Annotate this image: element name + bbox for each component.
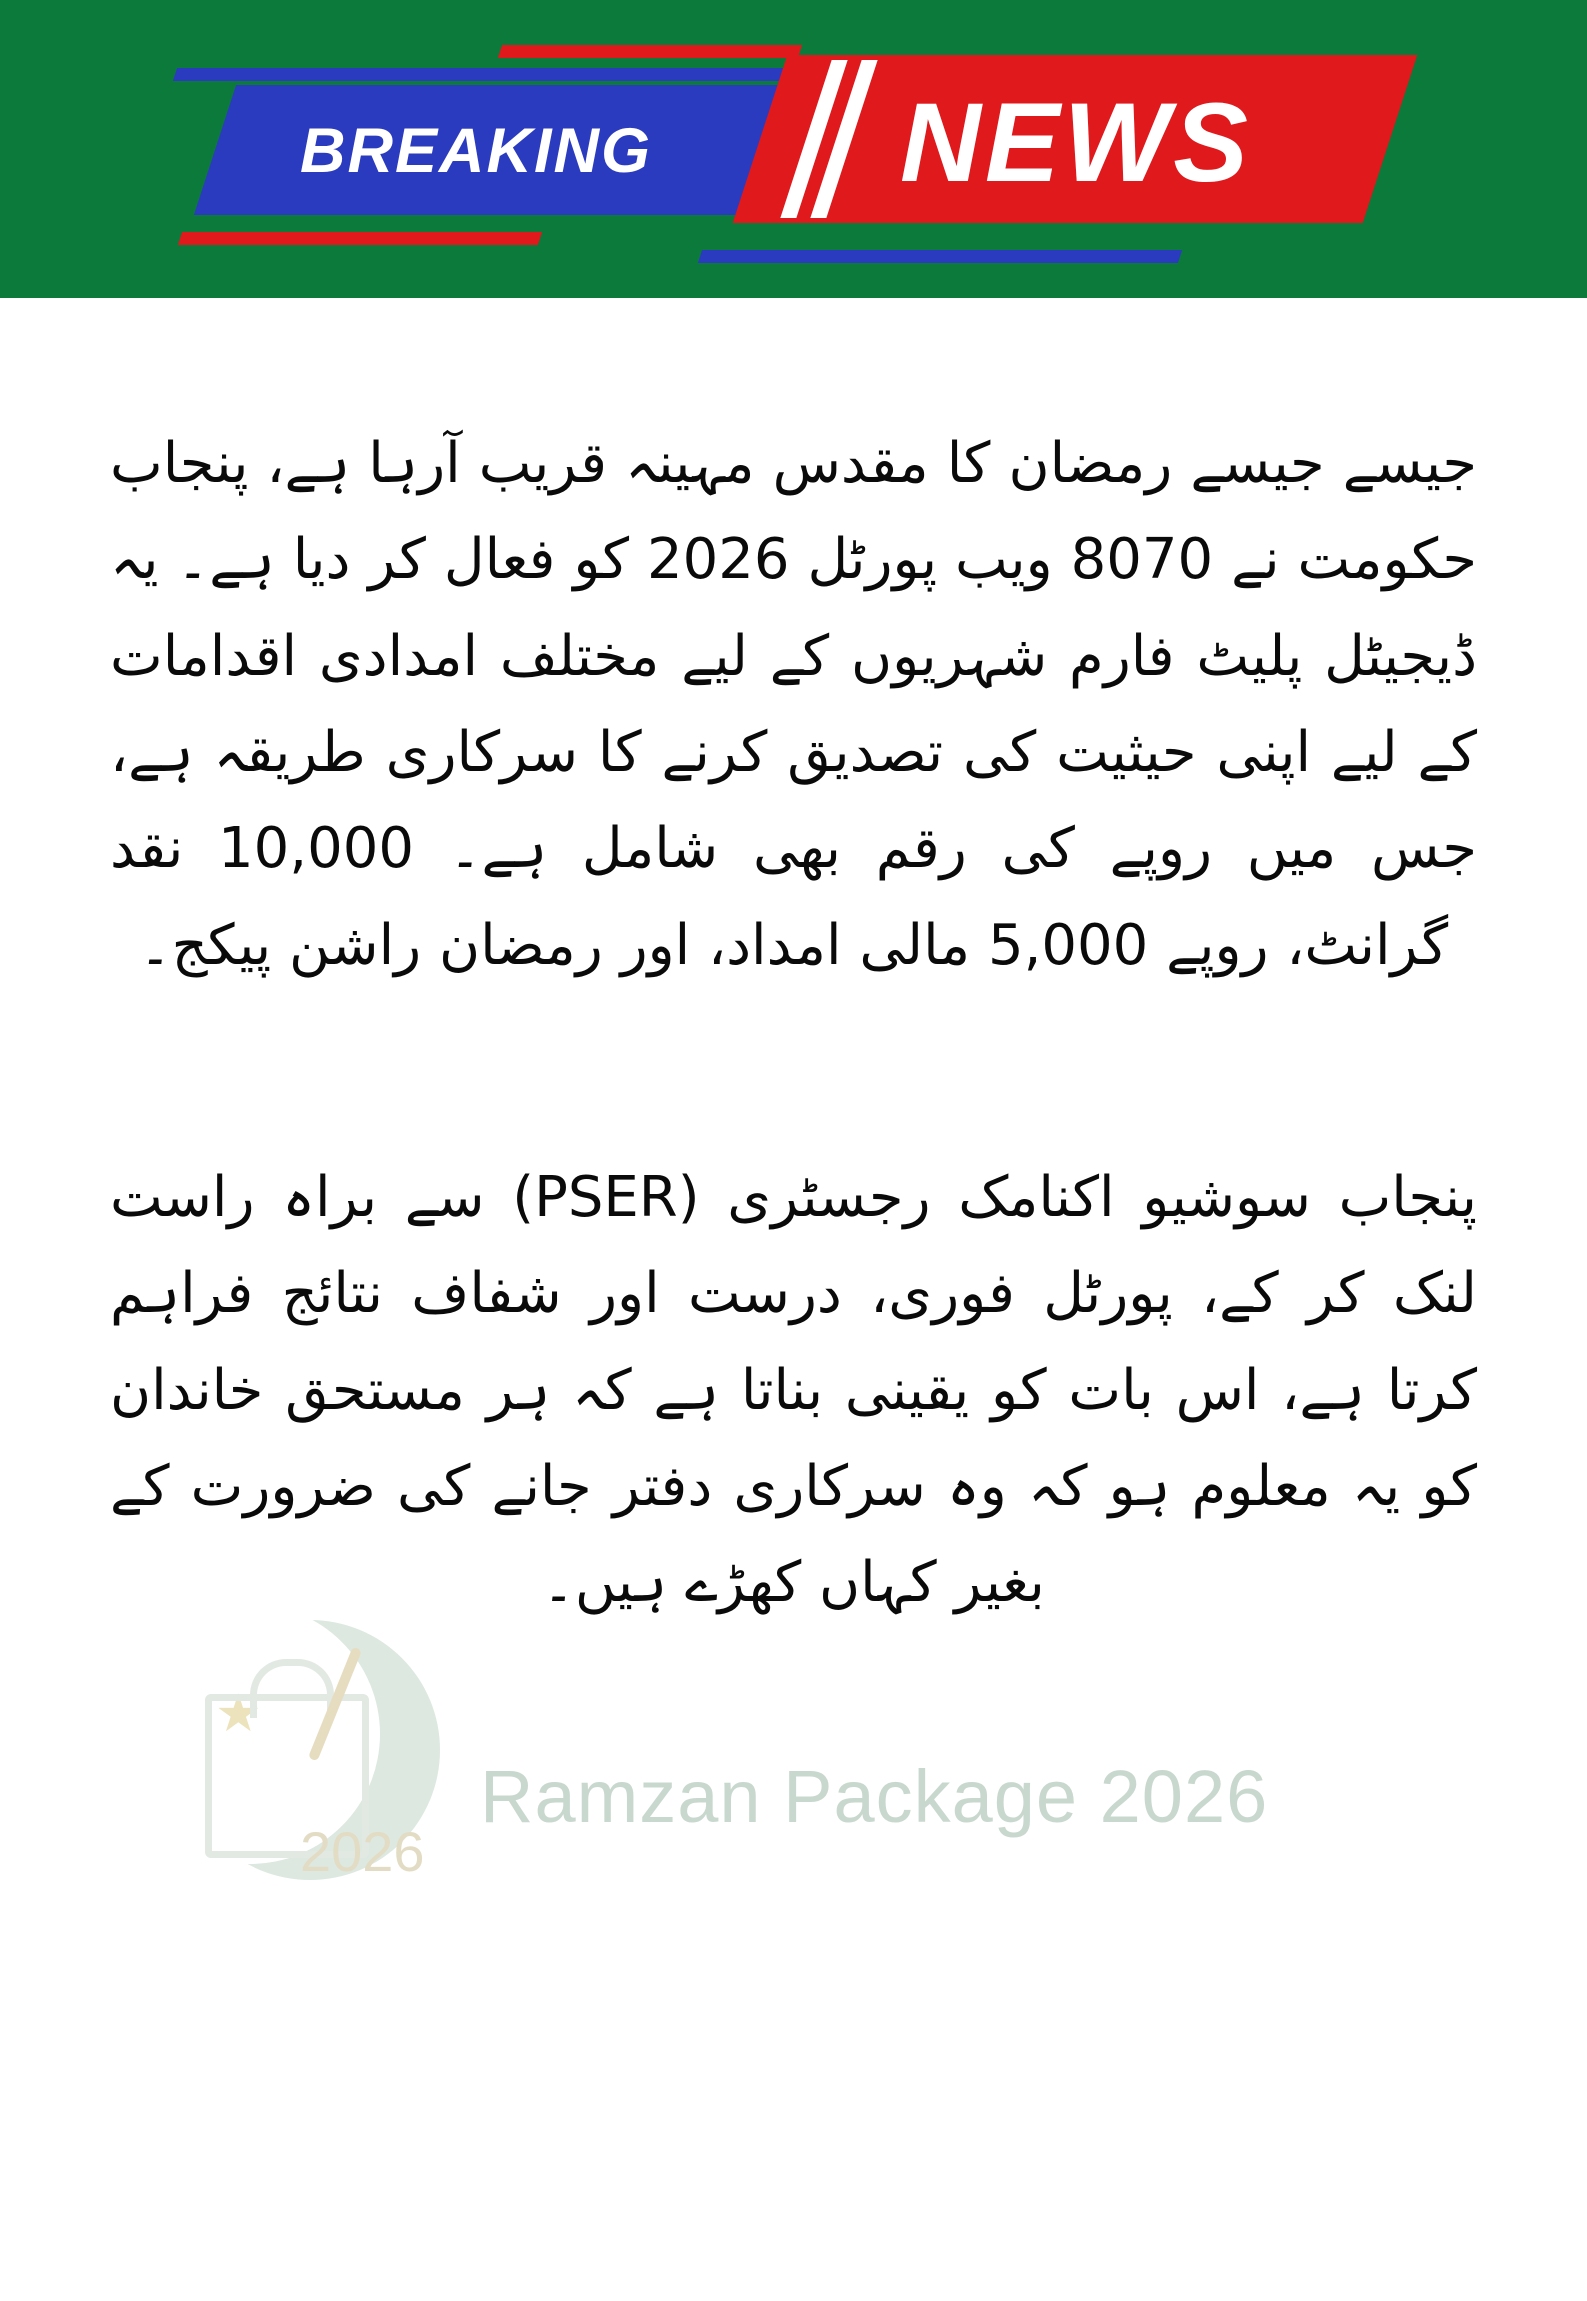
breaking-news-banner — [0, 0, 1587, 298]
crescent-moon-icon — [120, 1604, 380, 1864]
article-paragraph-one: جیسے جیسے رمضان کا مقدس مہینہ قریب آرہا ہے، پنجاب حکومت نے 8070 ویب پورٹل 2026 کو فعال کر دیا ہے۔ یہ ڈیجیٹل پلیٹ فارم شہریوں کے لیے مختلف امدادی اقدامات کے لیے اپنی حیثیت کی تصدیق کرنے کا سرکاری طریقہ ہے، جس میں روپے کی رقم بھی شامل ہے۔ 10,000 نقد گرانٹ، روپے 5,000 مالی امداد، اور رمضان راشن پیکج۔ — [110, 431, 1478, 978]
banner-graphics — [0, 0, 1587, 298]
article-body — [0, 354, 1587, 2301]
wheat-icon — [308, 1646, 362, 1761]
watermark-subtitle: 2026 — [300, 1820, 425, 1883]
banner-word-breaking: BREAKING — [300, 116, 653, 186]
article-paragraph-two: پنجاب سوشیو اکنامک رجسٹری (PSER) سے براہ راست لنک کر کے، پورٹل فوری، درست اور شفاف نتائج فراہم کرتا ہے، اس بات کو یقینی بناتا ہے کہ ہر مستحق خاندان کو یہ معلوم ہو کہ وہ سرکاری دفتر جانے کی ضرورت کے بغیر کہاں کھڑے ہیں۔ — [110, 1164, 1477, 1616]
shopping-bag-icon — [205, 1694, 369, 1858]
banner-accent-bar-red-top — [498, 45, 802, 58]
banner-accent-bar-blue-top — [173, 68, 787, 81]
banner-accent-bar-blue-bottom — [698, 250, 1182, 263]
banner-word-news: NEWS — [900, 80, 1252, 205]
watermark-title: Ramzan Package 2026 — [480, 1755, 1269, 1838]
star-icon: ★ — [215, 1685, 262, 1743]
banner-accent-bar-red-bottom — [178, 232, 542, 245]
